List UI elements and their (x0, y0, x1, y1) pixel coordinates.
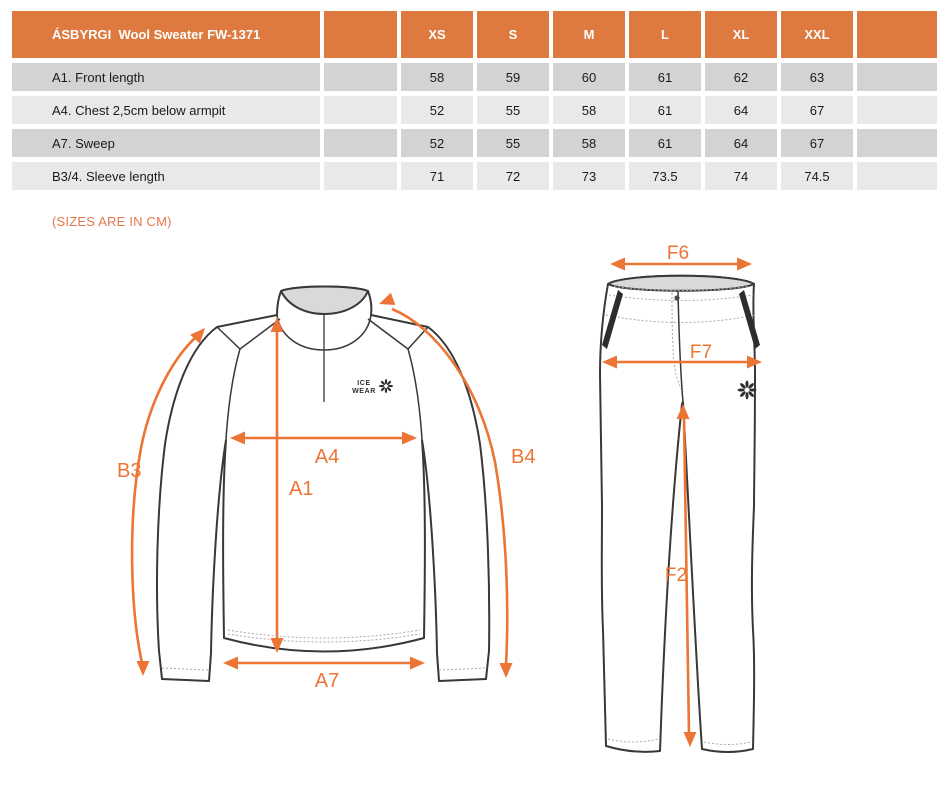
a7-arrow (223, 657, 425, 670)
size-value-cell: 60 (553, 63, 625, 91)
size-value-cell: 67 (781, 96, 853, 124)
size-value-cell: 74.5 (781, 162, 853, 190)
measure-label-b3: B3 (117, 460, 142, 482)
sweater-diagram (105, 262, 555, 702)
size-value-cell: 71 (401, 162, 473, 190)
size-value-cell: 52 (401, 129, 473, 157)
size-value-cell: 52 (401, 96, 473, 124)
measure-label-f7: F7 (689, 342, 713, 363)
sweater-svg (105, 262, 555, 702)
size-value-cell: 58 (553, 129, 625, 157)
brand-line1: ICE (357, 380, 371, 387)
size-value-cell: 61 (629, 129, 701, 157)
pants-diagram (580, 242, 780, 762)
size-value-cell: 74 (705, 162, 777, 190)
row-spacer-cell (324, 96, 397, 124)
size-column-header-xxl: XXL (781, 11, 853, 58)
size-column-header-l: L (629, 11, 701, 58)
size-value-cell: 58 (401, 63, 473, 91)
size-value-cell: 62 (705, 63, 777, 91)
size-value-cell: 64 (705, 129, 777, 157)
size-table (12, 11, 937, 190)
measure-label-b4: B4 (511, 446, 536, 468)
row-spacer-cell (324, 129, 397, 157)
size-value-cell: 61 (629, 96, 701, 124)
pants-svg (580, 242, 780, 762)
size-value-cell: 55 (477, 129, 549, 157)
size-value-cell: 72 (477, 162, 549, 190)
row-spacer-cell (324, 162, 397, 190)
row-label-cell: A7. Sweep (12, 129, 320, 157)
row-tail-cell (857, 162, 937, 190)
row-label-cell: A4. Chest 2,5cm below armpit (12, 96, 320, 124)
measure-label-a7: A7 (314, 670, 340, 692)
size-value-cell: 59 (477, 63, 549, 91)
measure-label-a1: A1 (289, 478, 314, 500)
row-tail-cell (857, 63, 937, 91)
table-title-cell: ÁSBYRGI Wool Sweater FW-1371 (12, 11, 320, 58)
row-tail-cell (857, 96, 937, 124)
table-header-tail-cell (857, 11, 937, 58)
row-tail-cell (857, 129, 937, 157)
size-value-cell: 67 (781, 129, 853, 157)
size-column-header-xs: XS (401, 11, 473, 58)
measure-label-f2: F2 (664, 565, 688, 586)
table-header-spacer-cell (324, 11, 397, 58)
size-value-cell: 58 (553, 96, 625, 124)
sizes-unit-note: (SIZES ARE IN CM) (52, 214, 172, 229)
measure-label-f6: F6 (666, 243, 690, 264)
row-label-cell: B3/4. Sleeve length (12, 162, 320, 190)
size-value-cell: 73 (553, 162, 625, 190)
size-value-cell: 55 (477, 96, 549, 124)
size-column-header-xl: XL (705, 11, 777, 58)
size-value-cell: 73.5 (629, 162, 701, 190)
size-value-cell: 61 (629, 63, 701, 91)
size-value-cell: 64 (705, 96, 777, 124)
waist-button (674, 295, 679, 300)
pants-outline (600, 276, 755, 752)
size-column-header-s: S (477, 11, 549, 58)
size-column-header-m: M (553, 11, 625, 58)
row-label-cell: A1. Front length (12, 63, 320, 91)
size-value-cell: 63 (781, 63, 853, 91)
brand-line2: WEAR (352, 388, 376, 395)
row-spacer-cell (324, 63, 397, 91)
measure-label-a4: A4 (314, 446, 340, 468)
